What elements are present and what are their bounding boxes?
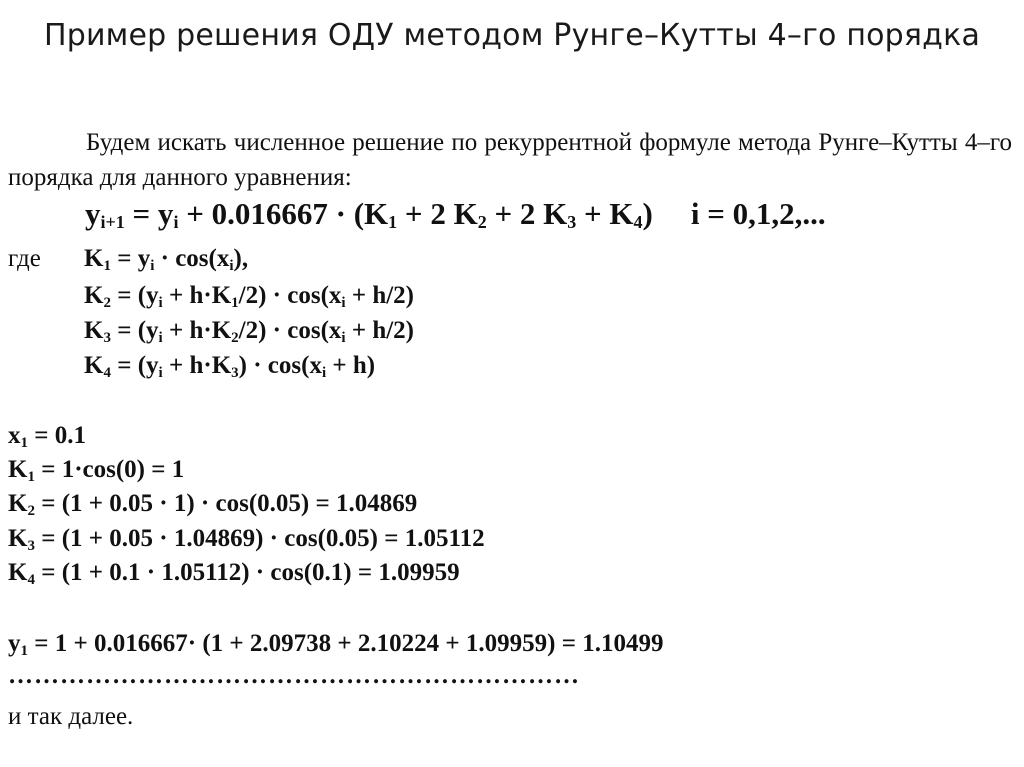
index-range: i = 0,1,2,...: [690, 196, 826, 231]
ending-text: и так далее.: [8, 703, 134, 730]
k3-calculation: $K_3 = (1 + 0.05 \cdot 1.04869) \cdot \cos(0.05) = 1.05112$: [8, 525, 485, 554]
k1-calculation: $K_1 = 1\cdot\cos(0) = 1$: [8, 456, 185, 485]
k4-definition: $K_4 = (y_i + h\cdot K_3) \cdot \cos(x_i + h)$: [84, 352, 376, 381]
page-title: Пример решения ОДУ методом Рунге–Кутты 4–го порядка: [43, 18, 981, 53]
continuation-dots: …………………………………………………………: [8, 662, 580, 689]
k4-calculation: $K_4 = (1 + 0.1 \cdot 1.05112) \cdot \cos(0.1) = 1.09959$: [8, 559, 460, 588]
where-label: где: [8, 245, 41, 272]
x1-value: $x_1 = 0.1$: [8, 422, 86, 451]
k3-definition: $K_3 = (y_i + h\cdot K_2/2) \cdot \cos(x_i + h/2)$: [84, 317, 414, 346]
k1-definition: $K_1 = y_i \cdot \cos(x_i)$,: [84, 245, 249, 274]
intro-paragraph: Будем искать численное решение по рекуррентной формуле метода Рунге–Кутты 4–го порядка для данного уравнения:: [8, 129, 1012, 191]
k2-definition: $K_2 = (y_i + h\cdot K_1/2) \cdot \cos(x_i + h/2)$: [84, 282, 414, 311]
recurrence-formula: $y_{i+1} = y_i + 0.016667 \cdot (K_1 + 2$ $K_2 + 2$ $K_3 + K_4$) i = 0,1,2,...: [85, 196, 826, 232]
k2-calculation: $K_2 = (1 + 0.05 \cdot 1) \cdot \cos(0.05) = 1.04869$: [8, 490, 418, 519]
y1-calculation: $y_1 = 1 + 0.016667\cdot (1 + 2.09738 + 2.10224 + 1.09959) = 1.10499$: [8, 630, 664, 659]
